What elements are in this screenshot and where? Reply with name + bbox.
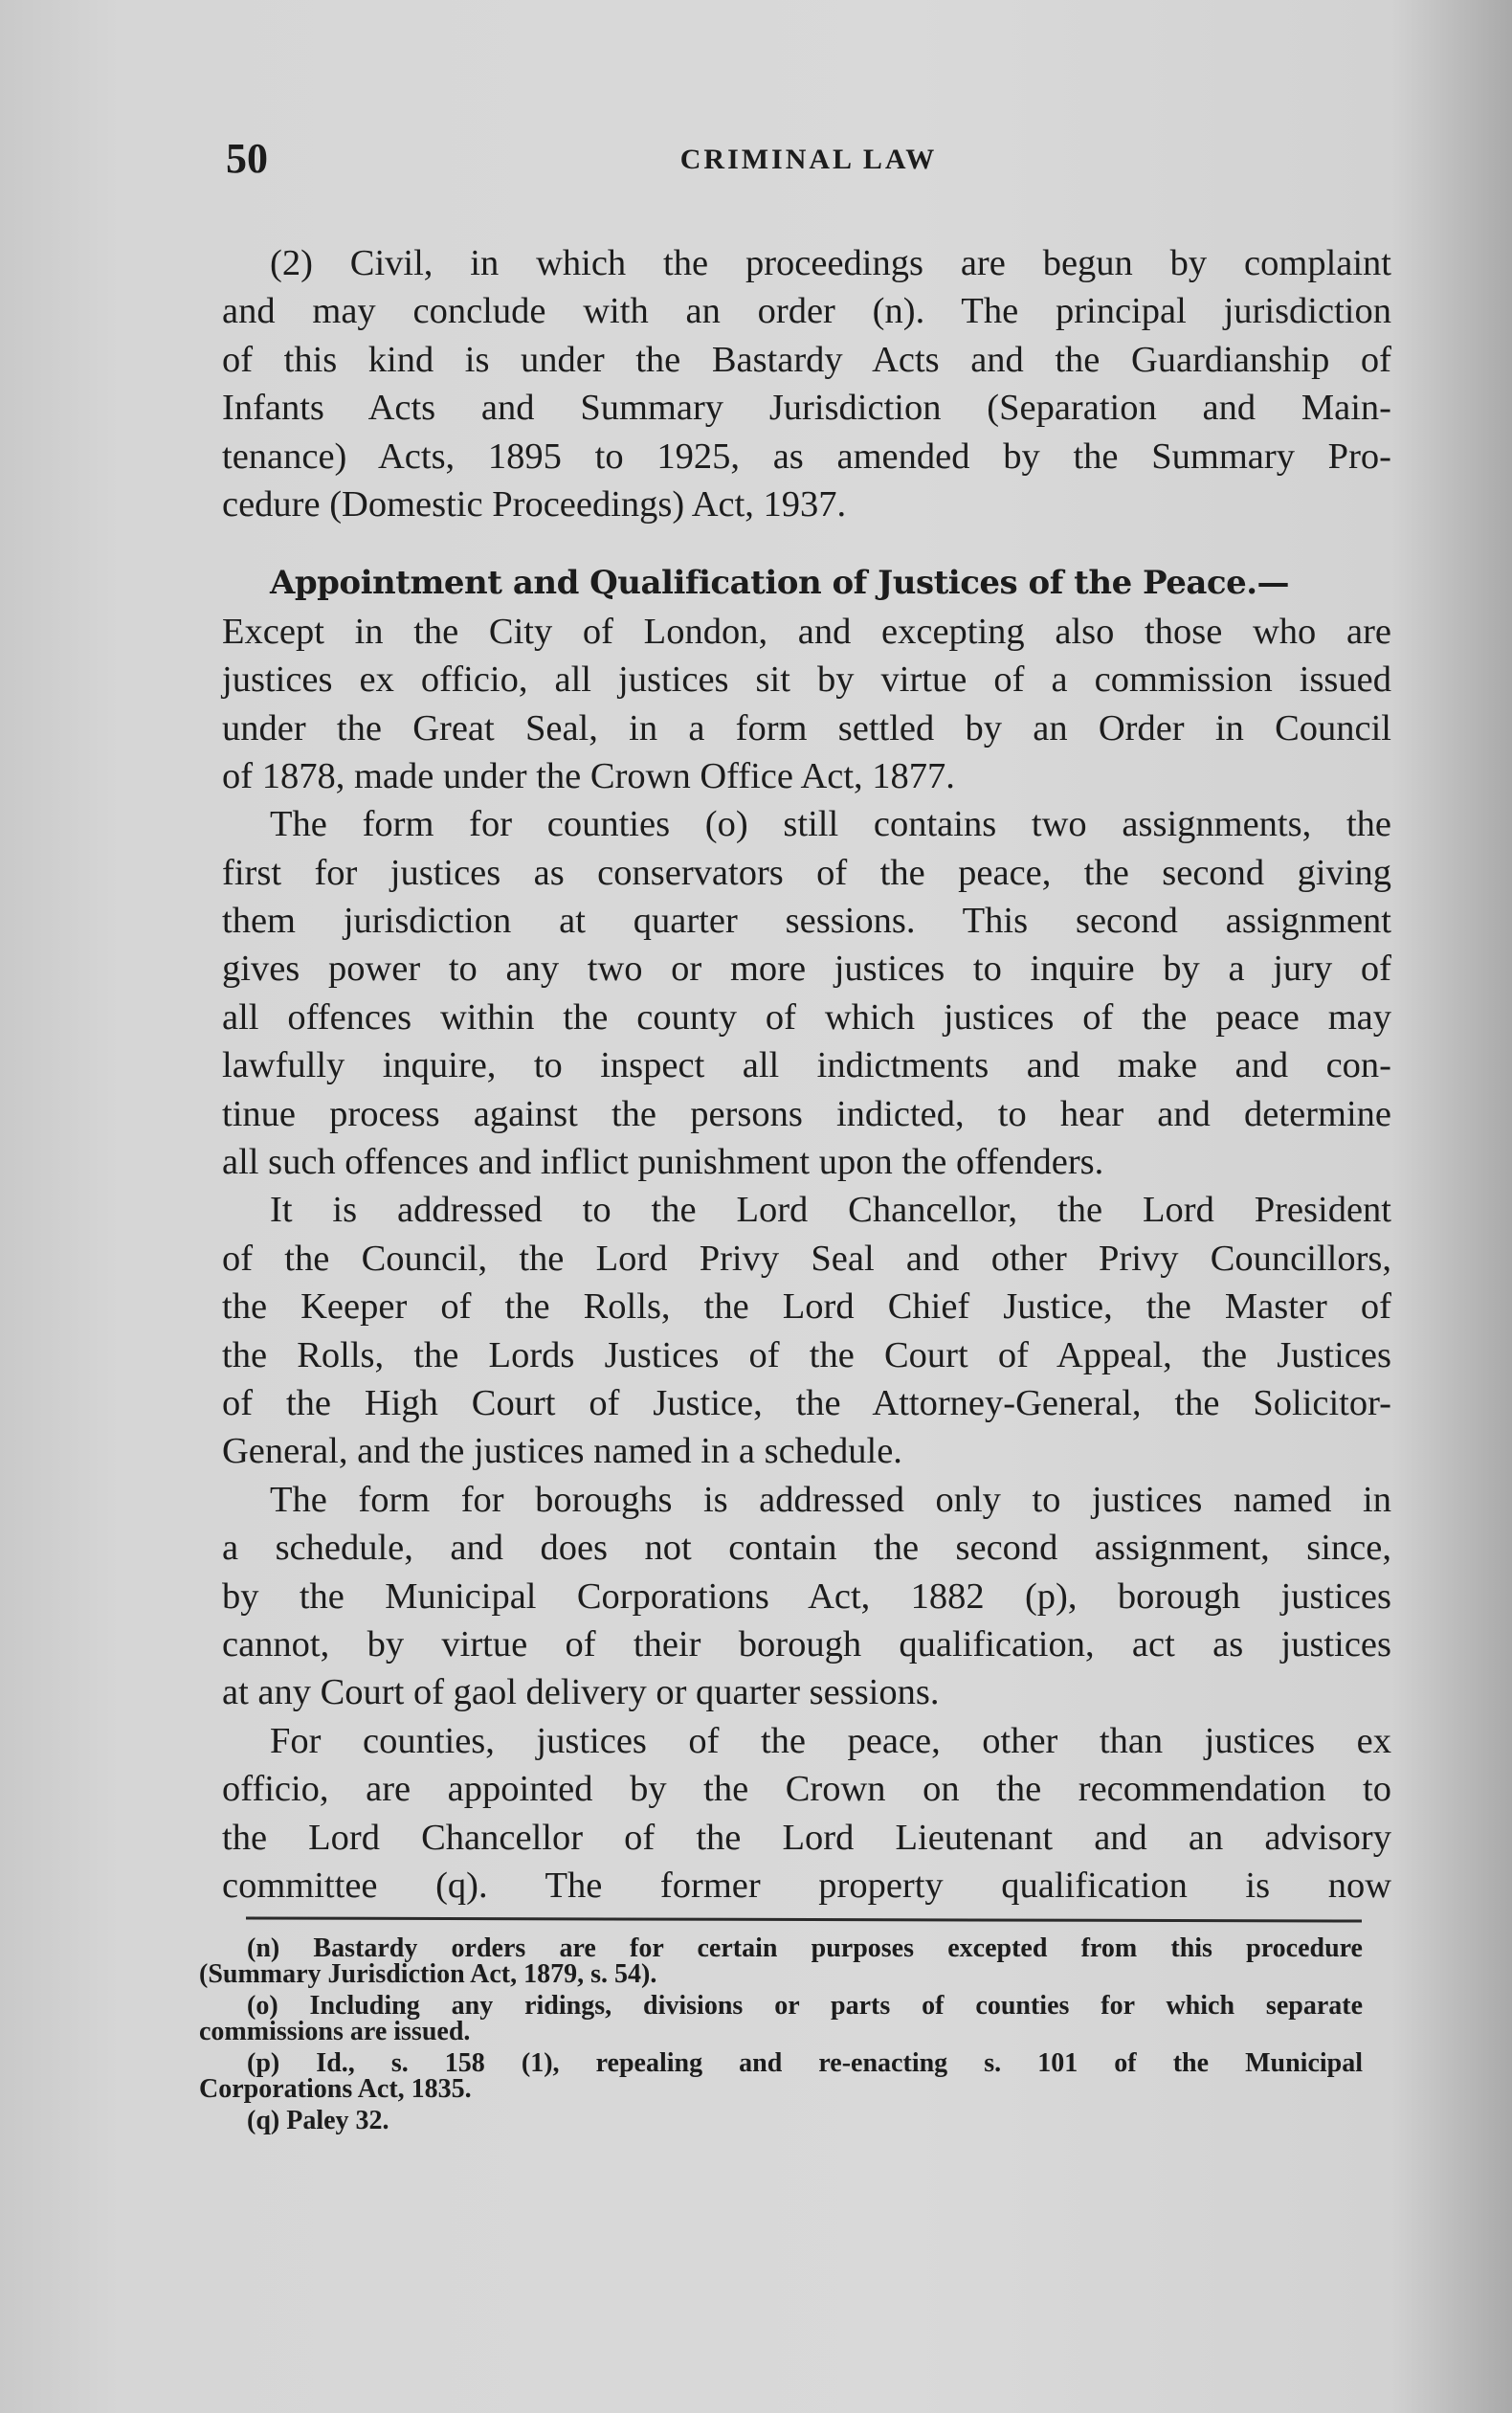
footnote-line: (n) Bastardy orders are for certain purposes excepted from this procedure [247,1933,1363,1963]
text-line: cedure (Domestic Proceedings) Act, 1937. [222,483,847,525]
footnote-line: (p) Id., s. 158 (1), repealing and re-enacting s. 101 of the Municipal [247,2048,1363,2078]
footnote-line: Corporations Act, 1835. [199,2074,472,2104]
text-line: of the Council, the Lord Privy Seal and other Privy Councillors, [222,1238,1391,1279]
running-title: CRIMINAL LAW [679,144,938,175]
footnote [199,2108,1363,2134]
text-line: the Lord Chancellor of the Lord Lieutenant and an advisory [222,1817,1391,1858]
text-line: justices ex officio, all justices sit by virtue of a commission issued [222,659,1391,701]
text-line: the Keeper of the Rolls, the Lord Chief Justice, the Master of [222,1286,1391,1328]
text-line: (2) Civil, in which the proceedings are begun by complaint [270,243,1391,283]
paragraph [222,1717,1391,1910]
text-line: of the High Court of Justice, the Attorney-General, the Solicitor- [222,1382,1391,1423]
footnote-line: (q) Paley 32. [247,2106,389,2135]
text-line: first for justices as conservators of the peace, the second giving [222,852,1391,893]
text-line: tinue process against the persons indicted, to hear and determine [222,1093,1391,1134]
text-line: The form for counties (o) still contains two assignments, the [270,804,1391,845]
footnote-line: (o) Including any ridings, divisions or parts of counties for which separate [247,1991,1363,2021]
text-line: and may conclude with an order (n). The principal jurisdiction [222,291,1391,332]
text-line: them jurisdiction at quarter sessions. This second assignment [222,901,1391,942]
page-number: 50 [226,135,268,182]
text-line: lawfully inquire, to inspect all indictments and make and con- [222,1045,1391,1086]
text-line: all such offences and inflict punishment upon the offenders. [222,1142,1104,1183]
footnote [199,1935,1363,1987]
text-line: tenance) Acts, 1895 to 1925, as amended by the Summary Pro- [222,436,1391,477]
text-line: under the Great Seal, in a form settled by an Order in Council [222,707,1391,748]
footnotes [199,1935,1363,2139]
text-line: General, and the justices named in a schedule. [222,1431,902,1472]
paragraph [222,239,1391,528]
text-line: cannot, by virtue of their borough qualification, act as justices [222,1623,1391,1665]
text-line: committee (q). The former property qualification is now [222,1865,1391,1906]
text-line: officio, are appointed by the Crown on the recommendation to [222,1769,1391,1810]
text-line: Except in the City of London, and excepting also those who are [222,611,1391,652]
text-line: at any Court of gaol delivery or quarter sessions. [222,1672,940,1713]
text-line: of this kind is under the Bastardy Acts and the Guardianship of [222,339,1391,380]
footnote-line: commissions are issued. [199,2017,471,2046]
text-line: of 1878, made under the Crown Office Act, 1877. [222,755,955,796]
text-line: a schedule, and does not contain the second assignment, since, [222,1528,1391,1569]
footnote [199,1993,1363,2044]
text-line: the Rolls, the Lords Justices of the Court of Appeal, the Justices [222,1334,1391,1375]
footnote-divider [246,1916,1362,1922]
text-line: For counties, justices of the peace, other than justices ex [270,1720,1391,1761]
text-line: all offences within the county of which justices of the peace may [222,996,1391,1038]
paragraph [222,1186,1391,1475]
paragraph [222,800,1391,1186]
text-line: Infants Acts and Summary Jurisdiction (Separation and Main- [222,388,1391,429]
footnote [199,2050,1363,2102]
text-line: The form for boroughs is addressed only to justices named in [270,1479,1391,1520]
text-line: gives power to any two or more justices to inquire by a jury of [222,949,1391,990]
paragraph [222,608,1391,801]
body-text [222,239,1391,1910]
text-line: by the Municipal Corporations Act, 1882 (p), borough justices [222,1575,1391,1617]
footnote-line: (Summary Jurisdiction Act, 1879, s. 54). [199,1959,657,1989]
paragraph [222,1476,1391,1717]
text-line: It is addressed to the Lord Chancellor, the Lord President [270,1190,1391,1231]
text-line: Appointment and Qualification of Justices of the Peace.— [270,564,1290,603]
section-heading [222,559,1391,607]
